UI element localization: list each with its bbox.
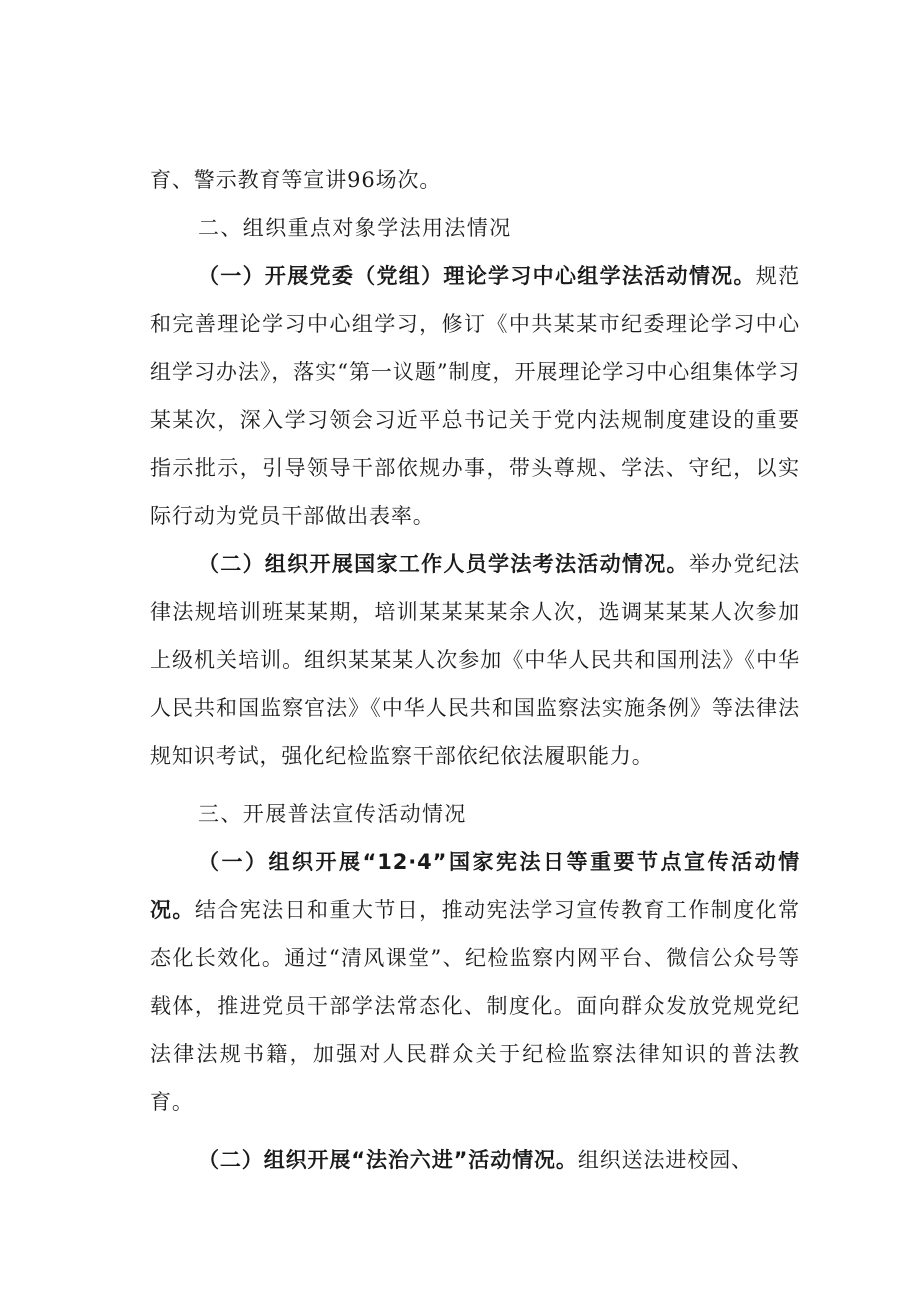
paragraph-2-2 [150,540,800,780]
heading-text: 三、开展普法宣传活动情况 [198,802,467,826]
section-heading-2 [150,204,800,252]
paragraph-text: 育、警示教育等宣讲96场次。 [150,168,442,192]
paragraph-text: 举办党纪法律法规培训班某某期，培训某某某某余人次，选调某某某人次参加上级机关培训。组织某某某人次参加《中华人民共和国刑法》《中华人民共和国监察官法》《中华人民共和国监察法实施条例》等法律法规知识考试，强化纪检监察干部依纪依法履职能力。 [150,552,800,768]
paragraph-2-1 [150,252,800,540]
paragraph-text: 规范和完善理论学习中心组学习，修订《中共某某市纪委理论学习中心组学习办法》，落实“第一议题”制度，开展理论学习中心组集体学习某某次，深入学习领会习近平总书记关于党内法规制度建设的重要指示批示，引导领导干部依规办事，带头尊规、学法、守纪，以实际行动为党员干部做出表率。 [150,264,800,528]
paragraph-3-1 [150,838,800,1126]
paragraph-lead: （二）组织开展“法治六进”活动情况。 [198,1148,578,1172]
paragraph-3-2 [150,1136,800,1184]
paragraph-lead: （一）开展党委（党组）理论学习中心组学法活动情况。 [198,264,756,288]
paragraph-lead: （二）组织开展国家工作人员学法考法活动情况。 [198,552,689,576]
paragraph-continuation [150,156,800,204]
paragraph-text: 组织送法进校园、 [577,1148,754,1172]
document-page [150,156,800,1184]
paragraph-text: 结合宪法日和重大节日，推动宪法学习宣传教育工作制度化常态化长效化。通过“清风课堂”、纪检监察内网平台、微信公众号等载体，推进党员干部学法常态化、制度化。面向群众发放党规党纪法律法规书籍，加强对人民群众关于纪检监察法律知识的普法教育。 [150,898,800,1114]
heading-text: 二、组织重点对象学法用法情况 [198,216,512,240]
section-heading-3 [150,790,800,838]
paragraph-lead: （一）组织开展“12·4”国家宪法日等重要节点宣传活动情况。 [150,850,800,922]
